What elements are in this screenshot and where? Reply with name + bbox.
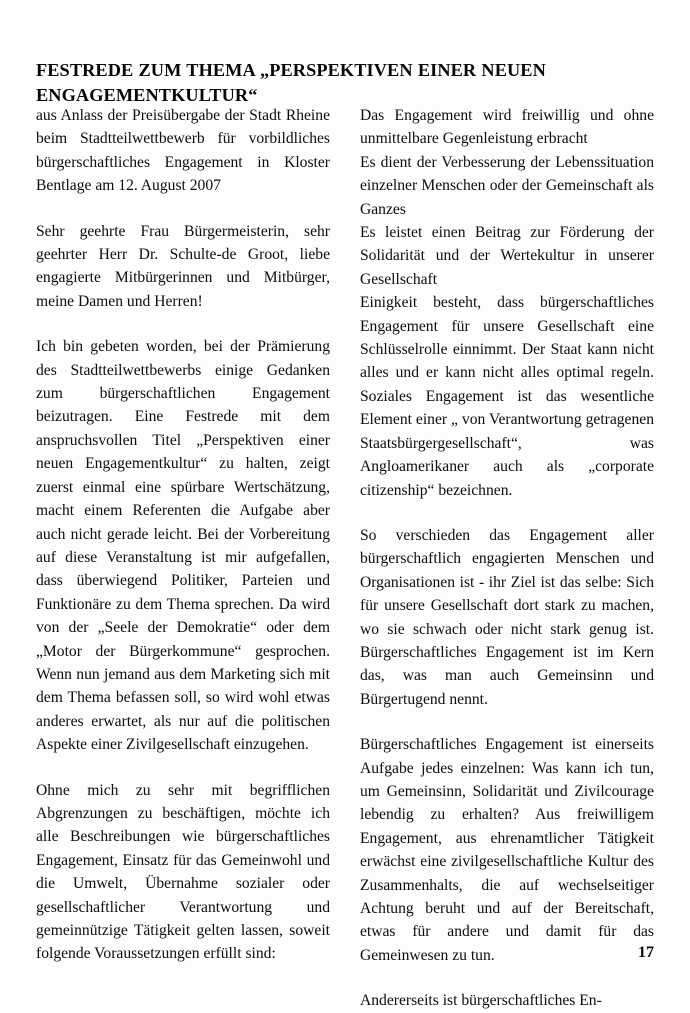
page-number: 17 xyxy=(638,944,654,961)
paragraph-common-goal: So verschieden das Engagement aller bürgerschaftlich engagierten Menschen und Organisationen ist - ihr Ziel ist das selbe: Sich für unsere Gesellschaft dort stark zu machen, wo sie schwach oder nicht stark genug ist. Bürgerschaftliches Engagement ist im Kern das, was man auch Gemeinsinn und Bürgertugend nennt. xyxy=(360,526,654,708)
criteria-item: Es leistet einen Beitrag zur Förderung der Solidarität und der Wertekultur in unserer Gesellschaft xyxy=(360,224,654,288)
paragraph-consensus: Einigkeit besteht, dass bürgerschaftliches Engagement für unsere Gesellschaft eine Schlüsselrolle einnimmt. Der Staat kann nicht alles und er kann nicht alles optimal regeln. Soziales Engagement ist das wesentliche Element einer „ von Verantwortung getragenen Staatsbürgergesellschaft“, was Angloamerikaner auch als „corporate citizenship“ bezeichnen. xyxy=(360,294,654,499)
paragraph-individual-task: Bürgerschaftliches Engagement ist einerseits Aufgabe jedes einzelnen: Was kann ich tun, um Gemeinsinn, Solidarität und Zivilcourage lebendig zu erhalten? Aus freiwilligem Engagement, aus ehrenamtlicher Tätigkeit erwächst eine zivilgesellschaftliche Kultur des Zusammenhalts, die auf wechselseitiger Achtung beruht und auf der Bereitschaft, etwas für andere und damit für das Gemeinwesen zu tun. xyxy=(360,736,654,964)
left-column xyxy=(36,104,330,966)
criteria-list xyxy=(360,104,654,291)
criteria-item: Das Engagement wird freiwillig und ohne unmittelbare Gegenleistung erbracht xyxy=(360,107,654,148)
paragraph-occasion: aus Anlass der Preisübergabe der Stadt Rheine beim Stadtteilwettbewerb für vorbildliches bürgerschaftliches Engagement in Kloster Bentlage am 12. August 2007 xyxy=(36,107,330,195)
right-column xyxy=(360,104,654,1013)
page-title: FESTREDE ZUM THEMA „PERSPEKTIVEN EINER NEUEN ENGAGEMENTKULTUR“ xyxy=(36,60,546,106)
criteria-item: Es dient der Verbesserung der Lebenssituation einzelner Menschen oder der Gemeinschaft als Ganzes xyxy=(360,153,654,218)
paragraph-salutation: Sehr geehrte Frau Bürgermeisterin, sehr geehrter Herr Dr. Schulte-de Groot, liebe engagierte Mitbürgerinnen und Mitbürger, meine Damen und Herren! xyxy=(36,222,330,310)
paragraph-introduction: Ich bin gebeten worden, bei der Prämierung des Stadtteilwettbewerbs einige Gedanken zum bürgerschaftlichen Engagement beizutragen. Eine Festrede mit dem anspruchsvollen Titel „Perspektiven einer neuen Engagementkultur“ zu halten, zeigt zuerst einmal eine spürbare Wertschätzung, macht einem Referenten die Aufgabe aber auch nicht gerade leicht. Bei der Vorbereitung auf diese Veranstaltung ist mir aufgefallen, dass überwiegend Politiker, Parteien und Funktionäre zu dem Thema sprechen. Da wird von der „Seele der Demokratie“ oder dem „Motor der Bürgerkommune“ gesprochen. Wenn nun jemand aus dem Marketing sich mit dem Thema befassen soll, so wird wohl etwas anderes erwartet, als nur auf die politischen Aspekte einer Zivilgesellschaft einzugehen. xyxy=(36,338,330,754)
paragraph-definitions: Ohne mich zu sehr mit begrifflichen Abgrenzungen zu beschäftigen, möchte ich alle Beschreibungen wie bürgerschaftliches Engagement, Einsatz für das Gemeinwohl und die Umwelt, Übernahme sozialer oder gesellschaftlicher Verantwortung und gemeinnützige Tätigkeit gelten lassen, soweit folgende Voraussetzungen erfüllt sind: xyxy=(36,781,330,963)
paragraph-continuation: Andererseits ist bürgerschaftliches En- xyxy=(360,992,602,1010)
